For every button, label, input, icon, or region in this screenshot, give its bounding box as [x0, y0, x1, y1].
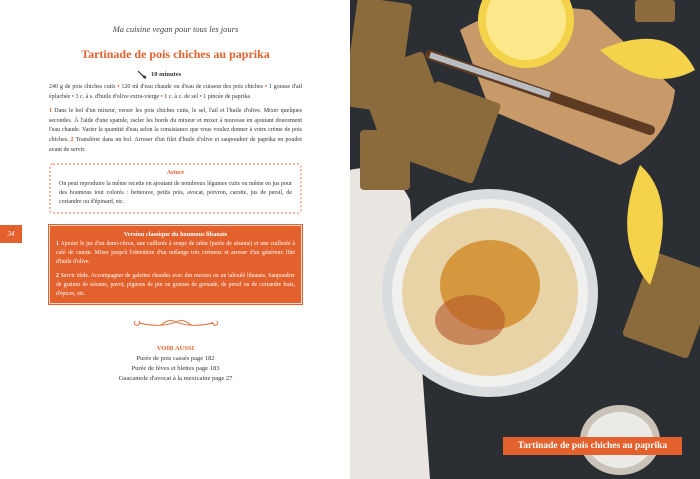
photo-caption: Tartinade de pois chiches au paprika: [503, 437, 682, 455]
step-2: Transférer dans un bol. Arroser d'un filet d'huile d'olive et saupoudrer de paprika en poudre avant de servir.: [49, 136, 303, 153]
prep-time: [137, 70, 302, 79]
tip-title: Astuce: [166, 170, 185, 177]
prep-time-label: 10 minutes: [151, 71, 182, 78]
page-number: 34: [0, 225, 22, 243]
hummus-photo: [350, 0, 700, 479]
classic-version-box: [49, 225, 302, 304]
ingredient: 3 c. à s. d'huile d'olive extra-vierge: [75, 93, 160, 100]
tip-box: [49, 163, 302, 214]
tip-text: On peut reproduire la même recette en ajoutant de nombreux légumes cuits ou même en jus pour des houmous tout colorés : betterave, petits pois, avocat, poivron, carotte, jus de persil, de coriandre ou d'épinard, etc.: [59, 180, 292, 206]
ingredient: 120 ml d'eau chaude ou d'eau de cuisson des pois chiches: [121, 84, 263, 90]
see-also-link: Guacamole d'avocat à la mexicaine page 27: [118, 375, 233, 383]
see-also-title: VOIR AUSSI: [156, 345, 195, 353]
ornament-divider: [131, 316, 221, 330]
running-head: Ma cuisine vegan pour tous les jours: [112, 24, 239, 34]
step-marker: 2: [70, 136, 74, 143]
recipe-title: Tartinade de pois chiches au paprika: [81, 47, 270, 61]
classic-title: Version classique du houmous libanais: [123, 230, 228, 238]
ingredient: 240 g de pois chiches cuits: [49, 84, 116, 90]
see-also-link: Purée de pois cassés page 182: [136, 355, 215, 363]
see-also: [49, 344, 302, 384]
step-marker: 2: [56, 272, 59, 279]
ingredients: 240 g de pois chiches cuits • 120 ml d'eau chaude ou d'eau de cuisson des pois chiches • 1 gousse d'ail épluchée • 3 c. à s. d'huile d'olive extra-vierge • 1 c. à c. de sel • 1 pincée de paprika: [49, 84, 303, 100]
classic-step-2: Servir tiède. Accompagner de galettes chaudes avec des mezzes ou un taboulé libanais. Saupoudrer de graines de sésame, pavot, pignons de pin ou graines de grenade, de persil ou de coriandre frais, d'épices, etc.: [56, 272, 295, 297]
ingredient: 1 pincée de paprika: [203, 93, 250, 100]
step-marker: 1: [49, 108, 52, 115]
step-1: Dans le bol d'un mixeur, verser les pois chiches cuits, le sel, l'ail et l'huile d'olive. Mixer quelques secondes. À l'aide d'une spatule, racler les bords du mixeur et mixer à nouveau en ajoutant doucement l'eau chaude. Varier la quantité d'eau selon la consistance que vous voulez donner à votre crème de pois chiches.: [49, 108, 302, 143]
classic-step-1: Ajouter le jus d'un demi-citron, une cuillerée à soupe de tahin (purée de sésame) et une cuillerée à café de cumin. Mixer jusqu'à l'obtention d'un mélange très crémeux et arroser d'un généreux filet d'huile d'olive.: [56, 240, 295, 266]
ingredient: 1 c. à c. de sel: [164, 93, 199, 100]
photo-illustration: [350, 0, 700, 479]
see-also-link: Purée de fèves et blettes page 183: [131, 365, 220, 373]
ingredient: 1 gousse d'ail épluchée: [49, 84, 303, 100]
whisk-icon: [137, 70, 147, 79]
instructions: [49, 107, 302, 155]
step-marker: 1: [56, 240, 59, 247]
